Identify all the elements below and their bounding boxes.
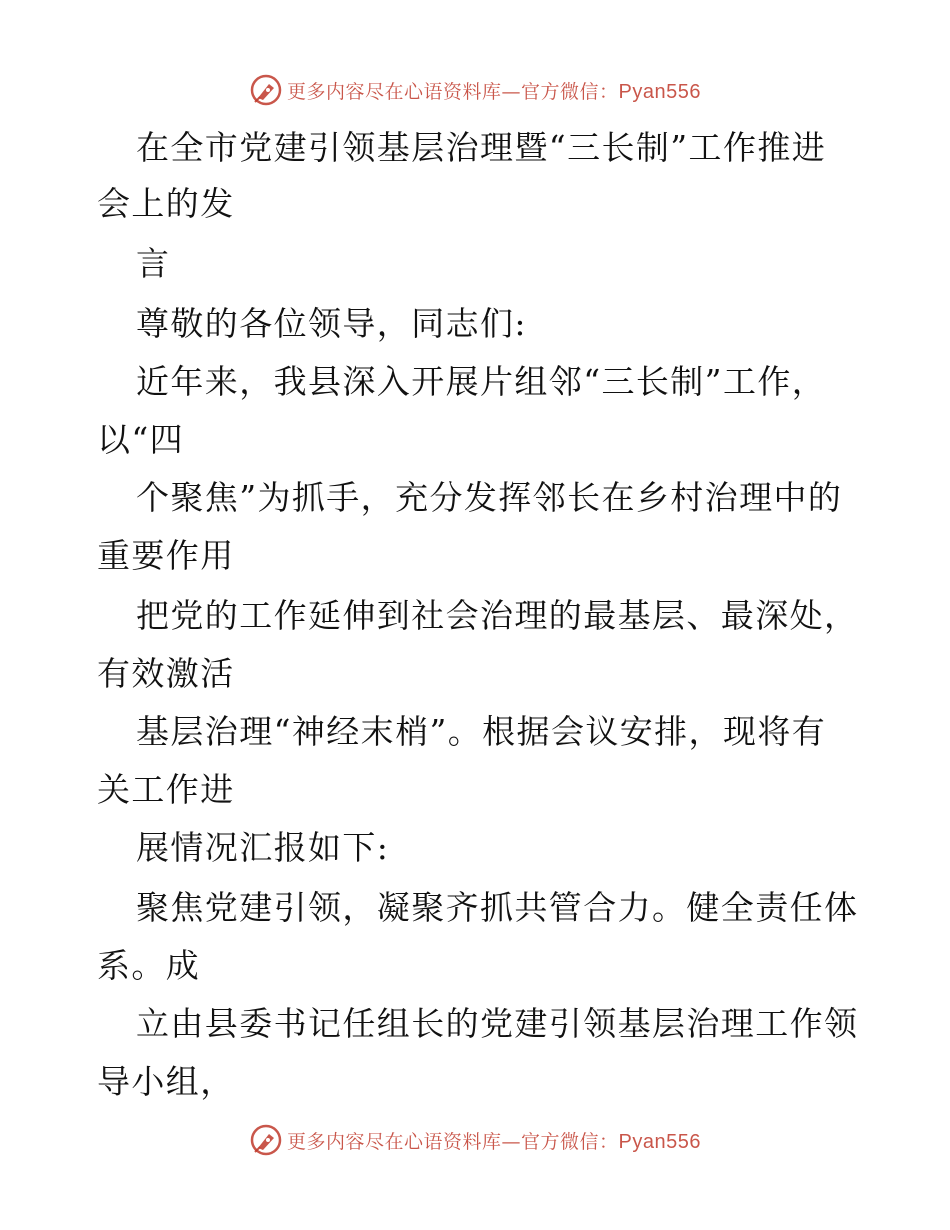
text-line: 关工作进	[97, 770, 235, 809]
footer-watermark	[0, 1120, 950, 1160]
text-line: 展情况汇报如下:	[136, 828, 390, 867]
watermark-text: 更多内容尽在心语资料库—官方微信：Pyan556	[287, 1130, 701, 1153]
text-line: 系。成	[97, 946, 201, 985]
text-line: 导小组，	[97, 1062, 235, 1101]
text-line: 立由县委书记任组长的党建引领基层治理工作领	[136, 1004, 859, 1043]
text-line: 把党的工作延伸到社会治理的最基层、最深处，	[136, 596, 859, 635]
text-line: 在全市党建引领基层治理暨“三长制”工作推进	[136, 128, 827, 167]
text-line: 基层治理“神经末梢”。根据会议安排，现将有	[136, 712, 827, 751]
watermark-text: 更多内容尽在心语资料库—官方微信：Pyan556	[287, 80, 701, 103]
text-line: 有效激活	[97, 654, 235, 693]
pen-nib-circle-icon	[249, 73, 283, 107]
text-line: 以“四	[97, 420, 185, 459]
text-line: 言	[136, 244, 171, 283]
pen-nib-circle-icon	[249, 1123, 283, 1157]
watermark-id: Pyan556	[618, 1130, 701, 1153]
text-line: 重要作用	[97, 536, 235, 575]
header-watermark	[0, 70, 950, 110]
text-line: 近年来，我县深入开展片组邻“三长制”工作，	[136, 362, 827, 401]
text-line: 尊敬的各位领导，同志们:	[136, 304, 527, 343]
text-line: 会上的发	[97, 184, 235, 223]
text-line: 聚焦党建引领，凝聚齐抓共管合力。健全责任体	[136, 888, 859, 927]
text-line: 个聚焦”为抓手，充分发挥邻长在乡村治理中的	[136, 478, 843, 517]
watermark-id: Pyan556	[618, 80, 701, 103]
